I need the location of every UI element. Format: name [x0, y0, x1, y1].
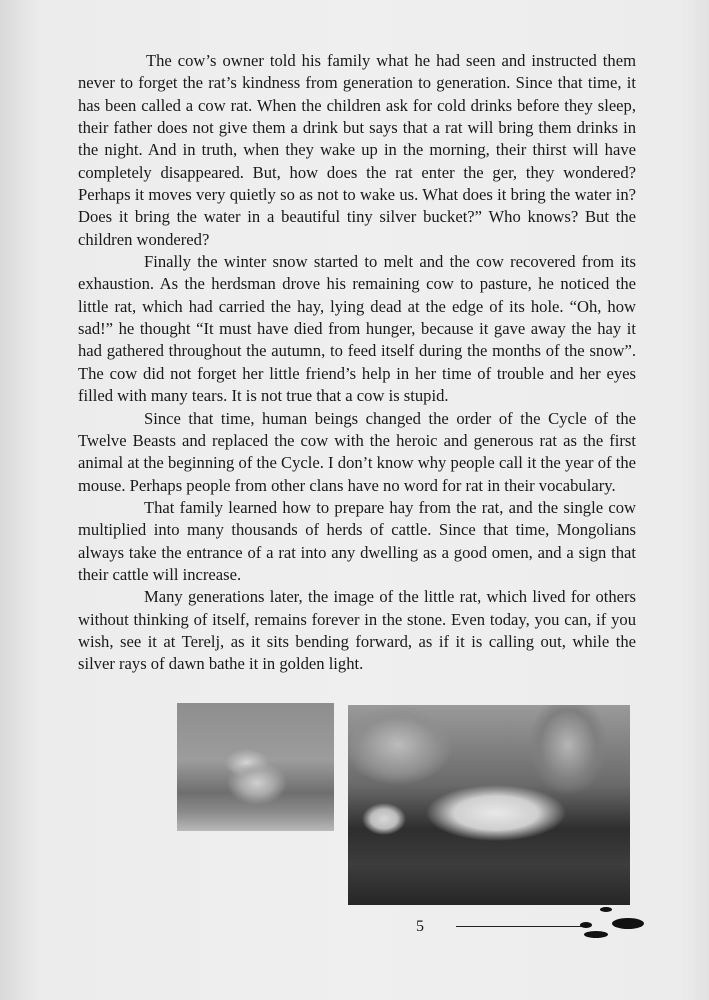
story-text: [78, 50, 636, 676]
rock-formation-photo: [348, 705, 630, 905]
footer-ornament-line: [456, 926, 586, 927]
paragraph-3: Since that time, human beings changed the order of the Cycle of the Twelve Beasts and replaced the cow with the heroic and generous rat as the first animal at the beginning of the Cycle. I don’t know why people call it the year of the mouse. Perhaps people from other clans have no word for rat in their vocabulary.: [78, 408, 636, 495]
paragraph-4: That family learned how to prepare hay from the rat, and the single cow multiplied into many thousands of herds of cattle. Since that time, Mongolians always take the entrance of a rat into any dwelling as a good omen, and a sign that their cattle will increase.: [78, 497, 636, 584]
paragraph-2: Finally the winter snow started to melt and the cow recovered from its exhaustion. As the herdsman drove his remaining cow to pasture, he noticed the little rat, which had carried the hay, lying dead at the edge of its hole. “Oh, how sad!” he thought “It must have died from hunger, because it gave away the hay it had gathered throughout the autumn, to feed itself during the months of the snow”. The cow did not forget her little friend’s help in her time of trouble and her eyes filled with many tears. It is not true that a cow is stupid.: [78, 252, 636, 406]
footer-ornament-dot: [612, 918, 644, 929]
footer-ornament-dot: [584, 931, 608, 938]
paragraph-5: Many generations later, the image of the little rat, which lived for others without thinking of itself, remains forever in the stone. Even today, you can, if you wish, see it at Terelj, as it sits bending forward, as if it is calling out, while the silver rays of dawn bathe it in golden light.: [78, 587, 636, 674]
footer-ornament-dot: [580, 922, 592, 928]
footer-ornament-dot: [600, 907, 612, 912]
rat-photo: [177, 703, 334, 831]
page-number: 5: [416, 918, 424, 935]
paragraph-1: The cow’s owner told his family what he had seen and instructed them never to forget the rat’s kindness from generation to generation. Since that time, it has been called a cow rat. When the children ask for cold drinks before they sleep, their father does not give them a drink but says that a rat will bring them drinks in the night. And in truth, when they wake up in the morning, their thirst will have completely disappeared. But, how does the rat enter the ger, they wondered? Perhaps it moves very quietly so as not to wake us. What does it bring the water in? Does it bring the water in a beautiful tiny silver bucket?” Who knows? But the children wondered?: [78, 51, 636, 249]
